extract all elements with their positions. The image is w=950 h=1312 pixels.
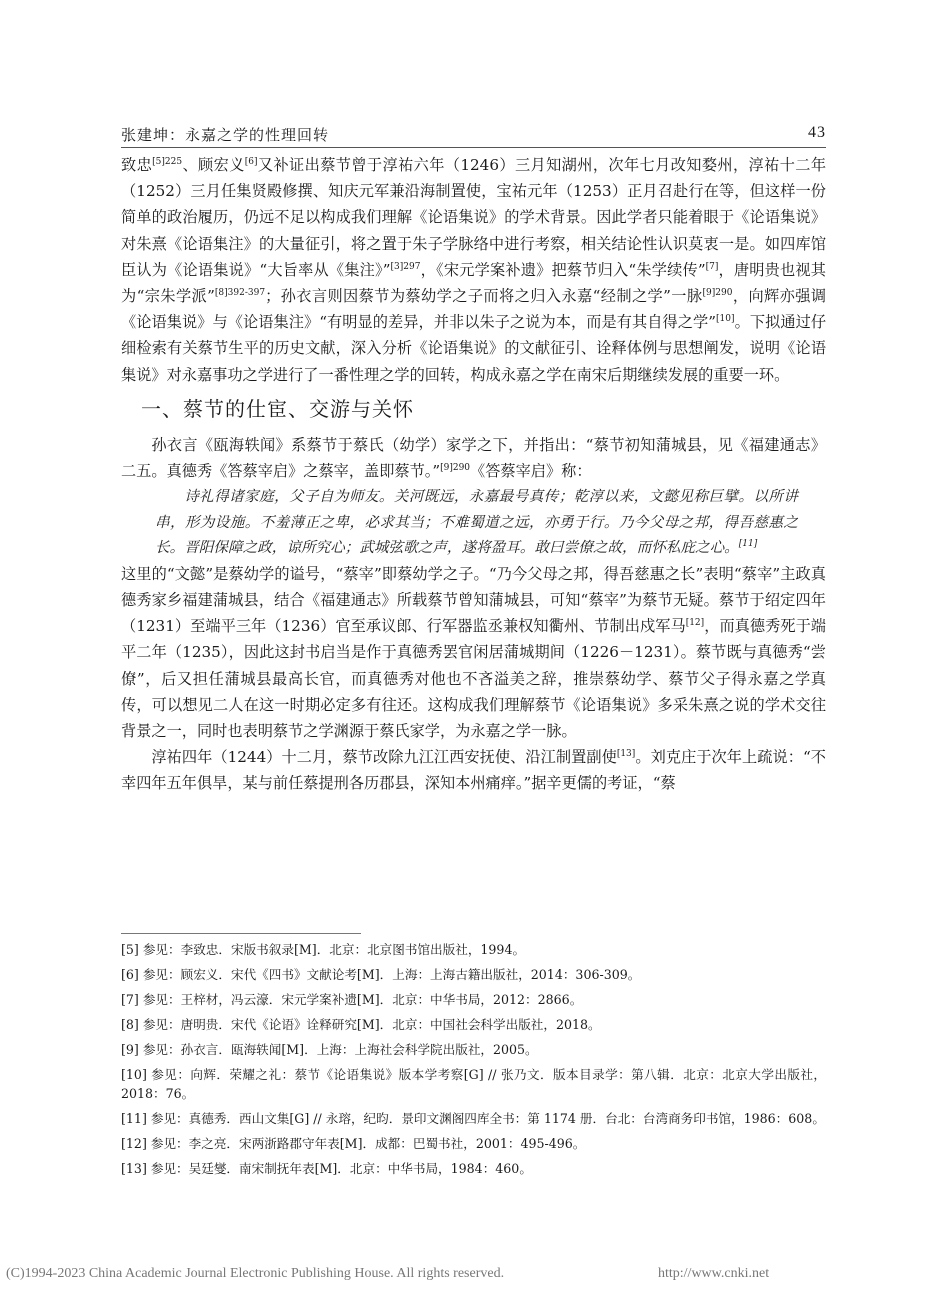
citation-ref: [9]290 [702, 288, 733, 299]
citation-ref: [3]297 [390, 261, 421, 272]
header-divider [121, 147, 826, 148]
quote-text: 诗礼得诸家庭，父子自为师友。关河既远，永嘉最号真传；乾淳以来，文懿见称巨擘。以所讲串，形为设施。不羞薄正之卑，必求其当；不难蜀道之远，亦勇于行。乃今父母之邦，得吾慈惠之长。晋阳保障之政，谅所究心；武城弦歌之声，遂将盈耳。敢曰尝僚之故，而怀私庇之心。 [155, 488, 798, 557]
text-run: ，向辉亦强调《论语集说》与《论语集注》“有明显的差异，并非以朱子之说为本，而是有其自得之学” [121, 287, 827, 332]
text-run: ，而真德秀死于端平二年（1235），因此这封书启当是作于真德秀罢官闲居蒲城期间（1226－1231）。蔡节既与真德秀“尝僚”，后又担任蒲城县最高长官，而真德秀对他也不吝溢美之辞，推崇蔡幼学、蔡节父子得永嘉之学真传，可以想见二人在这一时期必定多有往还。这构成我们理解蔡节《论语集说》多采朱熹之说的学术交往背景之一，同时也表明蔡节之学渊源于蔡氏家学，为永嘉之学一脉。 [121, 617, 826, 740]
footnote-item: [7] 参见：王梓材，冯云濠．宋元学案补遗[M]．北京：中华书局，2012：2866。 [121, 992, 583, 1007]
text-run: 又补证出蔡节曾于淳祐六年（1246）三月知湖州，次年七月改知婺州，淳祐十二年（1252）三月任集贤殿修撰、知庆元军兼沿海制置使，宝祐元年（1253）正月召赴行在等，但这样一份简单的政治履历，仍远不足以构成我们理解《论语集说》的学术背景。因此学者只能着眼于《论语集说》对朱熹《论语集注》的大量征引，将之置于朱子学脉络中进行考察，相关结论性认识莫衷一是。如四库馆臣认为《论语集说》“大旨率从《集注》” [121, 156, 827, 279]
paragraph-sun-yiyan [121, 432, 826, 484]
footnote-item: [8] 参见：唐明贵．宋代《论语》诠释研究[M]．北京：中国社会科学出版社，2018。 [121, 1017, 601, 1032]
page-footer [6, 1266, 946, 1284]
text-run: 这里的“文懿”是蔡幼学的谥号，“蔡宰”即蔡幼学之子。“乃今父母之邦，得吾慈惠之长”表明“蔡宰”主政真德秀家乡福建蒲城县，结合《福建通志》所载蔡节曾知蒲城县，可知“蔡宰”为蔡节无疑。蔡节于绍定四年（1231）至端平三年（1236）官至承议郎、行军器监丞兼权知衢州、节制出戍军马 [121, 564, 826, 636]
text-run: 。刘克庄于次年上疏说：“不幸四年五年俱旱，某与前任蔡提刑各历郡县，深知本州痛痒。”据辛更儒的考证，“蔡 [121, 748, 826, 793]
running-title: 张建坤：永嘉之学的性理回转 [121, 126, 330, 144]
citation-ref: [9]290 [440, 463, 471, 474]
footnote-divider [121, 933, 361, 934]
main-text [121, 152, 826, 797]
text-run: 《答蔡宰启》称： [470, 462, 592, 481]
footnote-item: [9] 参见：孙衣言．瓯海轶闻[M]．上海：上海社会科学院出版社，2005。 [121, 1042, 538, 1057]
text-run: 。下拟通过仔细检索有关蔡节生平的历史文献，深入分析《论语集说》的文献征引、诠释体例与思想阐发，说明《论语集说》对永嘉事功之学进行了一番性理之学的回转，构成永嘉之学在南宋后期继续发展的重要一环。 [121, 313, 827, 384]
section-heading: 一、蔡节的仕宦、交游与关怀 [141, 396, 414, 421]
footnote-item: [13] 参见：吴廷燮．南宋制抚年表[M]．北京：中华书局，1984：460。 [121, 1161, 532, 1176]
text-run: ；孙衣言则因蔡节为蔡幼学之子而将之归入永嘉“经制之学”一脉 [265, 287, 703, 306]
running-header [121, 124, 826, 146]
copyright-notice: (C)1994-2023 China Academic Journal Electronic Publishing House. All rights reserved. [6, 1266, 505, 1281]
text-run: 、顾宏义 [182, 156, 245, 174]
paragraph-intro-continued [121, 152, 826, 388]
text-run: 孙衣言《瓯海轶闻》系蔡节于蔡氏（幼学）家学之下，并指出：“蔡节初知蒲城县，见《福建通志》二五。真德秀《答蔡宰启》之蔡宰，盖即蔡节。” [121, 435, 826, 481]
text-run: ，唐明贵也视其为“宗朱学派” [121, 260, 826, 306]
text-run: 致忠 [121, 156, 153, 174]
block-quote [121, 484, 826, 561]
paragraph-chunyou [121, 744, 826, 796]
citation-ref: [7] [705, 261, 719, 272]
footnote-item: [11] 参见：真德秀．西山文集[G] // 永瑢，纪昀．景印文渊阁四库全书：第 1174 册．台北：台湾商务印书馆，1986：608。 [121, 1111, 825, 1126]
footnote-item: [6] 参见：顾宏义．宋代《四书》文献论考[M]．上海：上海古籍出版社，2014：306-309。 [121, 967, 641, 982]
footnotes [121, 940, 826, 1184]
text-run: 淳祐四年（1244）十二月，蔡节改除九江江西安抚使、沿江制置副使 [151, 748, 617, 767]
text-run: ，《宋元学案补遗》把蔡节归入“朱学续传” [420, 260, 706, 279]
citation-ref: [6] [244, 157, 258, 167]
footnote-item: [10] 参见：向辉．荣耀之礼：蔡节《论语集说》版本学考察[G] // 张乃文．版本目录学：第八辑．北京：北京大学出版社，2018：76。 [121, 1067, 826, 1101]
citation-ref: [11] [738, 539, 758, 550]
citation-ref: [12] [685, 618, 705, 629]
footnote-item: [12] 参见：李之亮．宋两浙路郡守年表[M]．成都：巴蜀书社，2001：495-496。 [121, 1136, 586, 1151]
citation-ref: [13] [616, 749, 636, 760]
site-url: http://www.cnki.net [658, 1266, 770, 1281]
footnote-item: [5] 参见：李致忠．宋版书叙录[M]．北京：北京图书馆出版社，1994。 [121, 942, 526, 957]
citation-ref: [10] [716, 314, 735, 325]
paragraph-wenyi [121, 561, 826, 744]
page-number: 43 [808, 124, 826, 141]
citation-ref: [5]225 [152, 157, 183, 167]
citation-ref: [8]392-397 [214, 288, 266, 299]
